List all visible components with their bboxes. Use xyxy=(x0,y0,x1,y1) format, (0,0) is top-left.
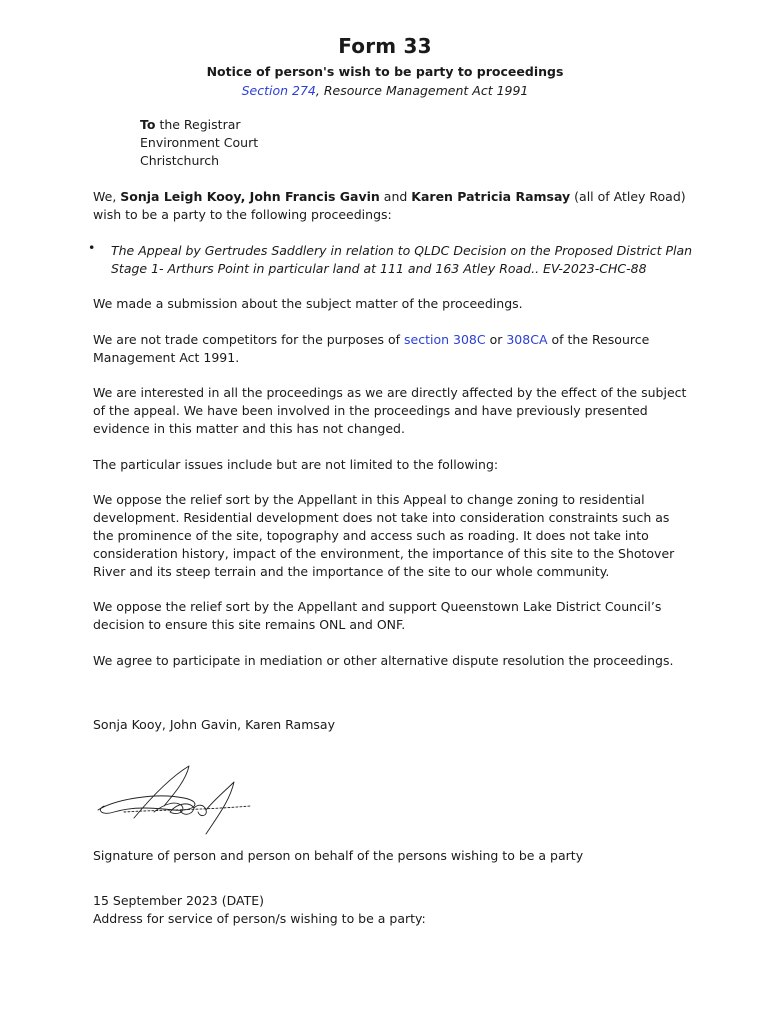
issue-paragraph-1: We oppose the relief sort by the Appellant in this Appeal to change zoning to residential development. Residential development does not take into consideration constraints such as the prominence of the site, topography and access such as roading. It does not take into consideration history, impact of the environment, the importance of this site to the Shotover River and its steep terrain and the importance of the site to our whole community. xyxy=(93,492,675,579)
addressee-line-1 xyxy=(140,116,258,134)
form-subtitle: Notice of person's wish to be party to proceedings xyxy=(206,64,564,79)
mediation-paragraph: We agree to participate in mediation or other alternative dispute resolution the proceedings. xyxy=(93,653,674,668)
signatories-line: Sonja Kooy, John Gavin, Karen Ramsay xyxy=(93,717,335,732)
party-names-1: Sonja Leigh Kooy, John Francis Gavin xyxy=(120,189,380,204)
proceeding-item: The Appeal by Gertrudes Saddlery in relation to QLDC Decision on the Proposed District Plan Stage 1- Arthurs Point in particular land at 111 and 163 Atley Road.. EV-2023-CHC-88 xyxy=(111,243,693,276)
section-308c-link[interactable]: section 308C xyxy=(404,332,486,347)
trade-pre: We are not trade competitors for the purposes of xyxy=(93,332,405,347)
intro-we: We, xyxy=(93,189,121,204)
intro-and: and xyxy=(379,189,412,204)
addressee-block xyxy=(140,116,258,170)
form-title: Form 33 xyxy=(338,34,432,58)
handwritten-signature xyxy=(94,760,254,840)
form-reference xyxy=(0,83,770,98)
trade-competitor-paragraph xyxy=(93,331,693,367)
party-name-2: Karen Patricia Ramsay xyxy=(411,189,571,204)
submission-paragraph: We made a submission about the subject matter of the proceedings. xyxy=(93,296,523,311)
date-line: 15 September 2023 (DATE) xyxy=(93,893,265,908)
interest-paragraph: We are interested in all the proceedings as we are directly affected by the effect of the subject of the appeal. We have been involved in the proceedings and have previously presented evidence in this matter and this has not changed. xyxy=(93,385,687,436)
section-308ca-link[interactable]: 308CA xyxy=(506,332,548,347)
intro-paragraph xyxy=(93,188,693,224)
bullet-icon: • xyxy=(88,240,96,255)
section-274-link[interactable]: Section 274 xyxy=(241,83,316,98)
addressee-line-2: Environment Court xyxy=(140,135,259,150)
addressee-line-3: Christchurch xyxy=(140,153,220,168)
to-label: To xyxy=(140,117,156,132)
act-name: , Resource Management Act 1991 xyxy=(315,83,529,98)
signature-caption: Signature of person and person on behalf of the persons wishing to be a party xyxy=(93,848,584,863)
issue-paragraph-2: We oppose the relief sort by the Appellant and support Queenstown Lake District Council’s decision to ensure this site remains ONL and ONF. xyxy=(93,599,662,632)
registrar-text: the Registrar xyxy=(155,117,241,132)
trade-mid: or xyxy=(485,332,507,347)
issues-intro: The particular issues include but are not limited to the following: xyxy=(93,457,499,472)
intro-rest: (all of Atley Road) wish to be a party to the following proceedings: xyxy=(93,189,686,222)
address-for-service-line: Address for service of person/s wishing to be a party: xyxy=(93,911,426,926)
trade-post: of the Resource Management Act 1991. xyxy=(93,332,650,365)
